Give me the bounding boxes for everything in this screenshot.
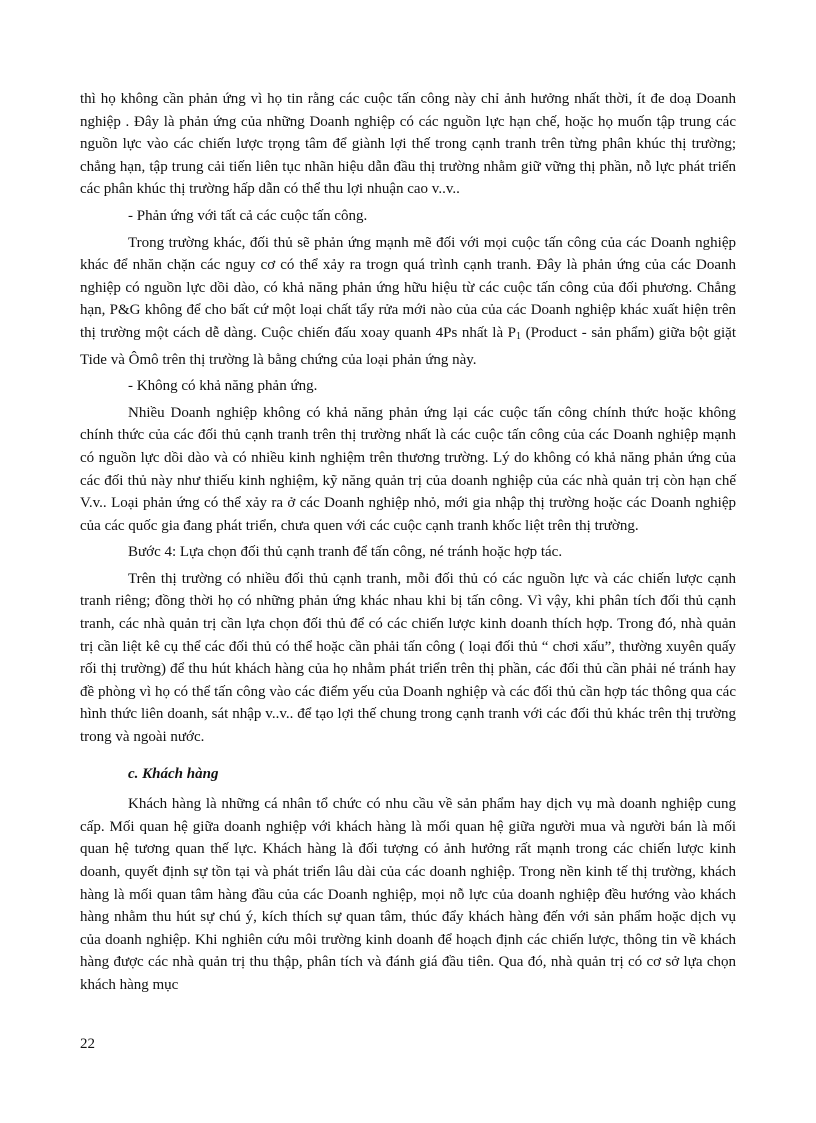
page-content	[80, 88, 736, 1001]
paragraph-continuation: thì họ không cần phản ứng vì họ tin rằng các cuộc tấn công này chỉ ảnh hưởng nhất thời, ít đe doạ Doanh nghiệp . Đây là phản ứng của những Doanh nghiệp có các nguồn lực hạn chế, hoặc họ muốn tập trung các nguồn lực vào các chiến lược trọng tâm để giành lợi thế trong cạnh tranh trên từng phân khúc thị trường; chẳng hạn, tập trung cải tiến liên tục nhãn hiệu dẫn đầu thị trường nhằm giữ vững thị phần, nỗ lực phát triển các phân khúc thị trường hấp dẫn có thể thu lợi nhuận cao v..v..	[80, 91, 736, 198]
paragraph-react-all-tail: (Product - sản phẩm) giữa bột giặt Tide và Ômô trên thị trường là bằng chứng của loại phản ứng này.	[80, 324, 736, 368]
bullet-no-reaction: - Không có khả năng phản ứng.	[128, 378, 318, 395]
paragraph-react-all-text: Trong trường khác, đối thủ sẽ phản ứng mạnh mẽ đối với mọi cuộc tấn công của các Doanh nghiệp khác để nhăn chặn các nguy cơ có thể xảy ra trogn quá trình cạnh tranh. Đây là phản ứng của các Doanh nghiệp có nguồn lực dồi dào, có khả năng phản ứng hữu hiệu từ các cuộc tấn công của đối phương. Chẳng hạn, P&G không để cho bất cứ một loại chất tẩy rửa mới nào của của các Doanh nghiệp khác xuất hiện trên thị trường một cách dễ dàng. Cuộc chiến đấu xoay quanh 4Ps nhất là P	[80, 234, 736, 341]
page-number: 22	[80, 1036, 95, 1052]
bullet-react-all: - Phản ứng với tất cả các cuộc tấn công.	[128, 207, 368, 224]
paragraph-no-reaction: Nhiều Doanh nghiệp không có khả năng phản ứng lại các cuộc tấn công chính thức hoặc không chính thức của các đối thủ cạnh tranh trên thị trường nhất là các cuộc tấn công của các Doanh nghiệp mạnh có nguồn lực dồi dào và có nhiều kinh nghiệm trên thương trường. Lý do không có khả năng phản ứng của các đối thủ này như thiếu kinh nghiệm, kỹ năng quản trị của doanh nghiệp của các nhà quản trị còn hạn chế V.v.. Loại phản ứng có thể xảy ra ở các Doanh nghiệp nhỏ, mới gia nhập thị trường hoặc các Doanh nghiệp của các quốc gia đang phát triển, chưa quen với các cuộc cạnh tranh khốc liệt trên thị trường.	[80, 404, 736, 534]
paragraph-react-all	[80, 232, 736, 372]
paragraph-customers: Khách hàng là những cá nhân tổ chức có nhu cầu về sản phẩm hay dịch vụ mà doanh nghiệp cung cấp. Mối quan hệ giữa doanh nghiệp với khách hàng là mối quan hệ giữa người mua và người bán là mối quan hệ tương quan thế lực. Khách hàng là đối tượng có ảnh hưởng rất mạnh trong các chiến lược kinh doanh, quyết định sự tồn tại và phát triển lâu dài của các doanh nghiệp. Trong nền kinh tế thị trường, khách hàng là mối quan tâm hàng đầu của các Doanh nghiệp, mọi nỗ lực của doanh nghiệp đều hướng vào khách hàng nhằm thu hút sự chú ý, kích thích sự quan tâm, thúc đẩy khách hàng đến với sản phẩm hoặc dịch vụ của doanh nghiệp. Khi nghiên cứu môi trường kinh doanh để hoạch định các chiến lược, thông tin về khách hàng được các nhà quản trị thu thập, phân tích và đánh giá đầu tiên. Qua đó, nhà quản trị có cơ sở lựa chọn khách hàng mục	[80, 796, 736, 993]
section-heading-customers: c. Khách hàng	[128, 765, 219, 782]
subscript-1: 1	[516, 330, 522, 342]
paragraph-step-4: Trên thị trường có nhiều đối thủ cạnh tranh, mỗi đối thủ có các nguồn lực và các chiến lược cạnh tranh riêng; đồng thời họ có những phản ứng khác nhau khi bị tấn công. Vì vậy, khi phân tích đối thủ cạnh tranh, các nhà quản trị cần lựa chọn đối thủ để có các chiến lược kinh doanh thích hợp. Trong đó, nhà quản trị cần liệt kê cụ thể các đối thủ có thể hoặc cần phải tấn công ( loại đối thủ “ chơi xấu”, thường xuyên quấy rối thị trường) để thu hút khách hàng của họ nhằm phát triển trên thị phần, các đối thủ cần phải né tránh hay đề phòng vì họ có thể tấn công vào các điểm yếu của Doanh nghiệp và các đối thủ cần hợp tác thông qua các hình thức liên doanh, sát nhập v..v.. để tạo lợi thế chung trong cạnh tranh với các đối thủ khác trên thị trường trong và ngoài nước.	[80, 570, 736, 746]
step-4-heading: Bước 4: Lựa chọn đối thủ cạnh tranh để tấn công, né tránh hoặc hợp tác.	[128, 544, 563, 561]
